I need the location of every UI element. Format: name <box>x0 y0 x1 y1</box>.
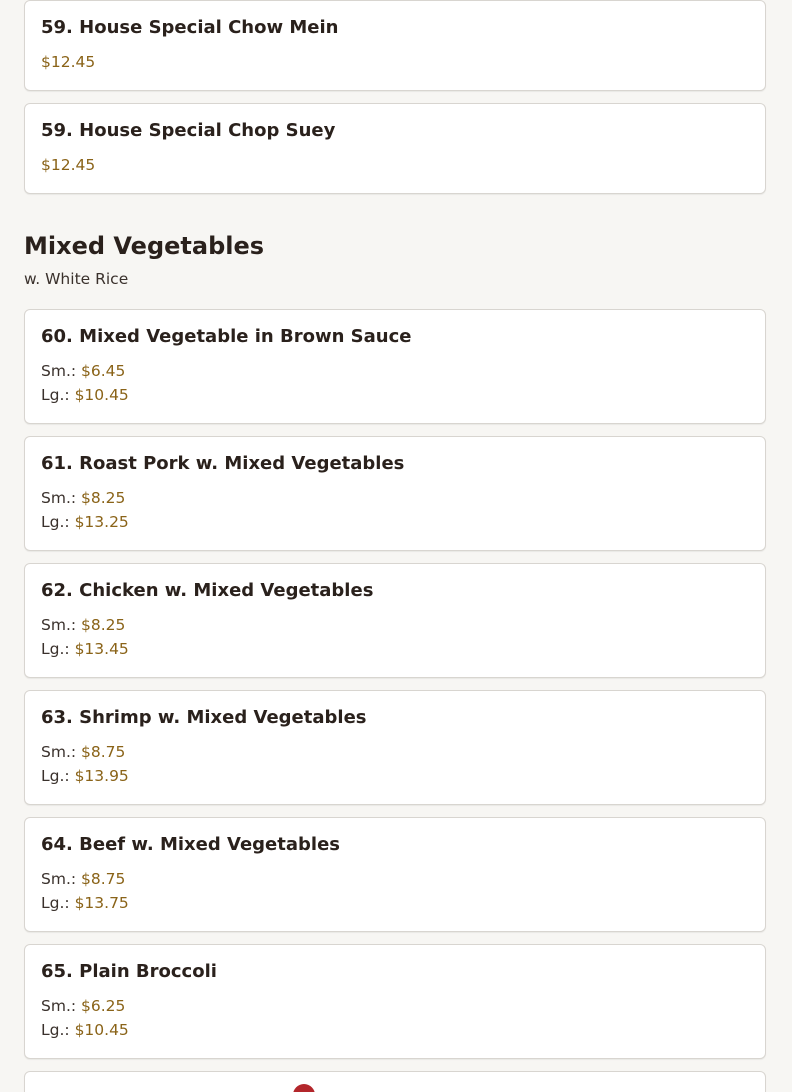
large-size-label: Lg.: <box>41 767 70 785</box>
large-size-label: Lg.: <box>41 386 70 404</box>
large-price-line <box>41 764 749 788</box>
small-price: $8.75 <box>81 743 126 761</box>
large-price-line <box>41 891 749 915</box>
section-subtitle: w. White Rice <box>24 270 129 288</box>
menu-item-card[interactable] <box>24 817 766 932</box>
large-price: $13.45 <box>74 640 129 658</box>
menu-item-card-partial[interactable] <box>24 1071 766 1092</box>
small-price: $6.45 <box>81 362 126 380</box>
small-size-label: Sm.: <box>41 870 77 888</box>
spicy-badge-icon <box>293 1084 315 1092</box>
menu-item-card[interactable] <box>24 0 766 91</box>
small-size-label: Sm.: <box>41 743 77 761</box>
small-price-line <box>41 867 749 891</box>
small-price: $6.25 <box>81 997 126 1015</box>
small-price: $8.25 <box>81 616 126 634</box>
item-price: $12.45 <box>41 53 96 71</box>
large-price: $13.75 <box>74 894 129 912</box>
large-size-label: Lg.: <box>41 640 70 658</box>
large-price: $10.45 <box>74 386 129 404</box>
small-size-label: Sm.: <box>41 616 77 634</box>
item-name: 60. Mixed Vegetable in Brown Sauce <box>41 326 412 347</box>
large-price-line <box>41 383 749 407</box>
item-name: 64. Beef w. Mixed Vegetables <box>41 834 340 855</box>
section-title: Mixed Vegetables <box>24 232 265 260</box>
menu-item-card[interactable] <box>24 436 766 551</box>
menu-item-card[interactable] <box>24 563 766 678</box>
small-price-line <box>41 994 749 1018</box>
menu-item-card[interactable] <box>24 690 766 805</box>
menu-item-card[interactable] <box>24 944 766 1059</box>
menu-item-card[interactable] <box>24 309 766 424</box>
item-name: 62. Chicken w. Mixed Vegetables <box>41 580 374 601</box>
small-price: $8.25 <box>81 489 126 507</box>
small-size-label: Sm.: <box>41 362 77 380</box>
item-name: 65. Plain Broccoli <box>41 961 217 982</box>
large-price-line <box>41 510 749 534</box>
item-price-line <box>41 50 749 74</box>
item-price: $12.45 <box>41 156 96 174</box>
small-price-line <box>41 486 749 510</box>
large-price: $10.45 <box>74 1021 129 1039</box>
small-price: $8.75 <box>81 870 126 888</box>
menu-item-card[interactable] <box>24 103 766 194</box>
item-name: 59. House Special Chow Mein <box>41 17 339 38</box>
item-name: 61. Roast Pork w. Mixed Vegetables <box>41 453 405 474</box>
large-price: $13.95 <box>74 767 129 785</box>
item-name: 63. Shrimp w. Mixed Vegetables <box>41 707 367 728</box>
large-price-line <box>41 1018 749 1042</box>
large-price: $13.25 <box>74 513 129 531</box>
large-size-label: Lg.: <box>41 1021 70 1039</box>
item-price-line <box>41 153 749 177</box>
item-name: 59. House Special Chop Suey <box>41 120 336 141</box>
large-size-label: Lg.: <box>41 513 70 531</box>
large-size-label: Lg.: <box>41 894 70 912</box>
small-price-line <box>41 359 749 383</box>
small-size-label: Sm.: <box>41 997 77 1015</box>
small-price-line <box>41 613 749 637</box>
large-price-line <box>41 637 749 661</box>
small-size-label: Sm.: <box>41 489 77 507</box>
small-price-line <box>41 740 749 764</box>
